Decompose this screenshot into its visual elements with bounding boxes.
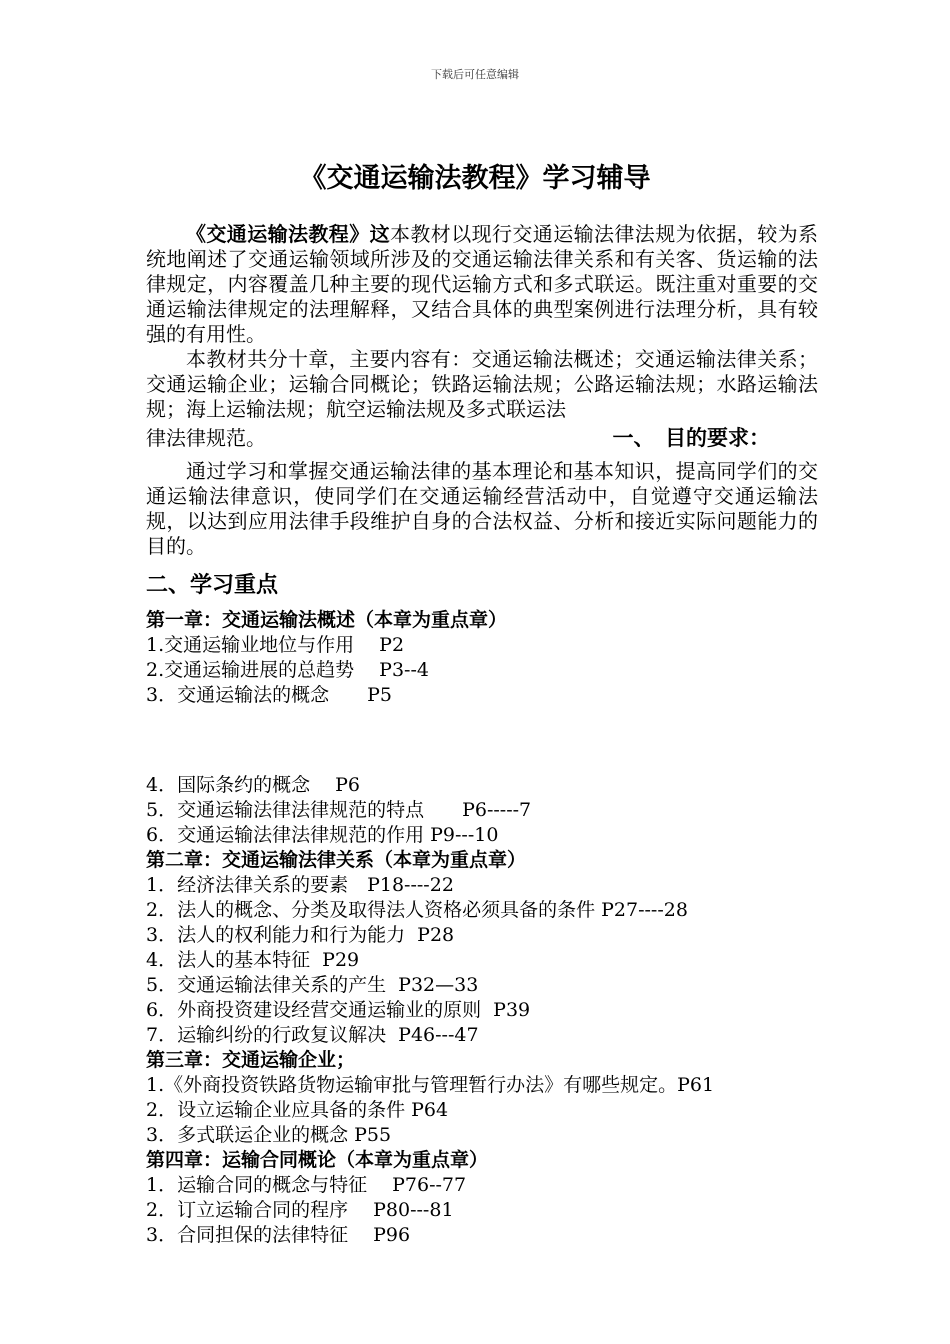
chapter-item: 6．交通运输法律法律规范的作用 P9---10	[146, 824, 499, 846]
chapter-title: 第一章：交通运输法概述（本章为重点章）	[146, 609, 508, 631]
contents-tail-row	[146, 426, 818, 451]
chapter-item: 1.《外商投资铁路货物运输审批与管理暂行办法》有哪些规定。P61	[146, 1074, 715, 1096]
chapter-item: 7．运输纠纷的行政复议解决 P46---47	[146, 1024, 479, 1046]
intro-bold-lead: 《交通运输法教程》这	[186, 222, 390, 246]
chapter-item: 1．运输合同的概念与特征 P76--77	[146, 1174, 467, 1196]
chapter-item: 6．外商投资建设经营交通运输业的原则 P39	[146, 999, 531, 1021]
chapter-item: 3．多式联运企业的概念 P55	[146, 1124, 392, 1146]
chapter-item: 4．法人的基本特征 P29	[146, 949, 360, 971]
document-body	[146, 222, 818, 1248]
page-header: 下载后可任意编辑	[431, 68, 519, 81]
chapter-item: 3．交通运输法的概念 P5	[146, 684, 392, 706]
intro-paragraph	[146, 222, 818, 347]
chapter-item: 5．交通运输法律法律规范的特点 P6-----7	[146, 799, 532, 821]
document-title: 《交通运输法教程》学习辅导	[299, 163, 651, 194]
chapter-item: 2．设立运输企业应具备的条件 P64	[146, 1099, 449, 1121]
chapter-title: 第三章：交通运输企业；	[146, 1049, 356, 1071]
chapter-title: 第四章：运输合同概论（本章为重点章）	[146, 1149, 489, 1171]
contents-tail: 律法律规范。	[146, 426, 266, 450]
chapter-item: 3．合同担保的法律特征 P96	[146, 1224, 411, 1246]
goal-paragraph: 通过学习和掌握交通运输法律的基本理论和基本知识，提高同学们的交通运输法律意识，使同学们在交通运输经营活动中，自觉遵守交通运输法规，以达到应用法律手段维护自身的合法权益、分析和接近实际问题能力的目的。	[146, 459, 818, 558]
chapter-item: 5．交通运输法律关系的产生 P32—33	[146, 974, 479, 996]
chapter-item: 4．国际条约的概念 P6	[146, 774, 361, 796]
key-points-heading: 二、学习重点	[146, 573, 279, 598]
chapter-item: 3．法人的权利能力和行为能力 P28	[146, 924, 455, 946]
chapter-item: 1．经济法律关系的要素 P18----22	[146, 874, 454, 896]
intro-text: 本教材以现行交通运输法律法规为依据，较为系统地阐述了交通运输领域所涉及的交通运输法律关系和有关客、货运输的法律规定，内容覆盖几种主要的现代运输方式和多式联运。既注重对重要的交通运输法律规定的法理解释，又结合具体的典型案例进行法理分析，具有较强的有用性。	[146, 222, 818, 346]
chapter-item: 2．法人的概念、分类及取得法人资格必须具备的条件 P27----28	[146, 899, 688, 921]
chapter-item: 1.交通运输业地位与作用 P2	[146, 634, 405, 656]
chapter-title: 第二章：交通运输法律关系（本章为重点章）	[146, 849, 527, 871]
blank-line	[146, 728, 818, 753]
goal-heading: 一、 目的要求：	[612, 426, 770, 450]
chapter-item: 2.交通运输进展的总趋势 P3--4	[146, 659, 429, 681]
chapter-list	[146, 608, 818, 1248]
chapter-item: 2．订立运输合同的程序 P80---81	[146, 1199, 454, 1221]
contents-paragraph: 本教材共分十章，主要内容有：交通运输法概述；交通运输法律关系；交通运输企业；运输合同概论；铁路运输法规；公路运输法规；水路运输法规；海上运输法规；航空运输法规及多式联运法	[146, 347, 818, 421]
